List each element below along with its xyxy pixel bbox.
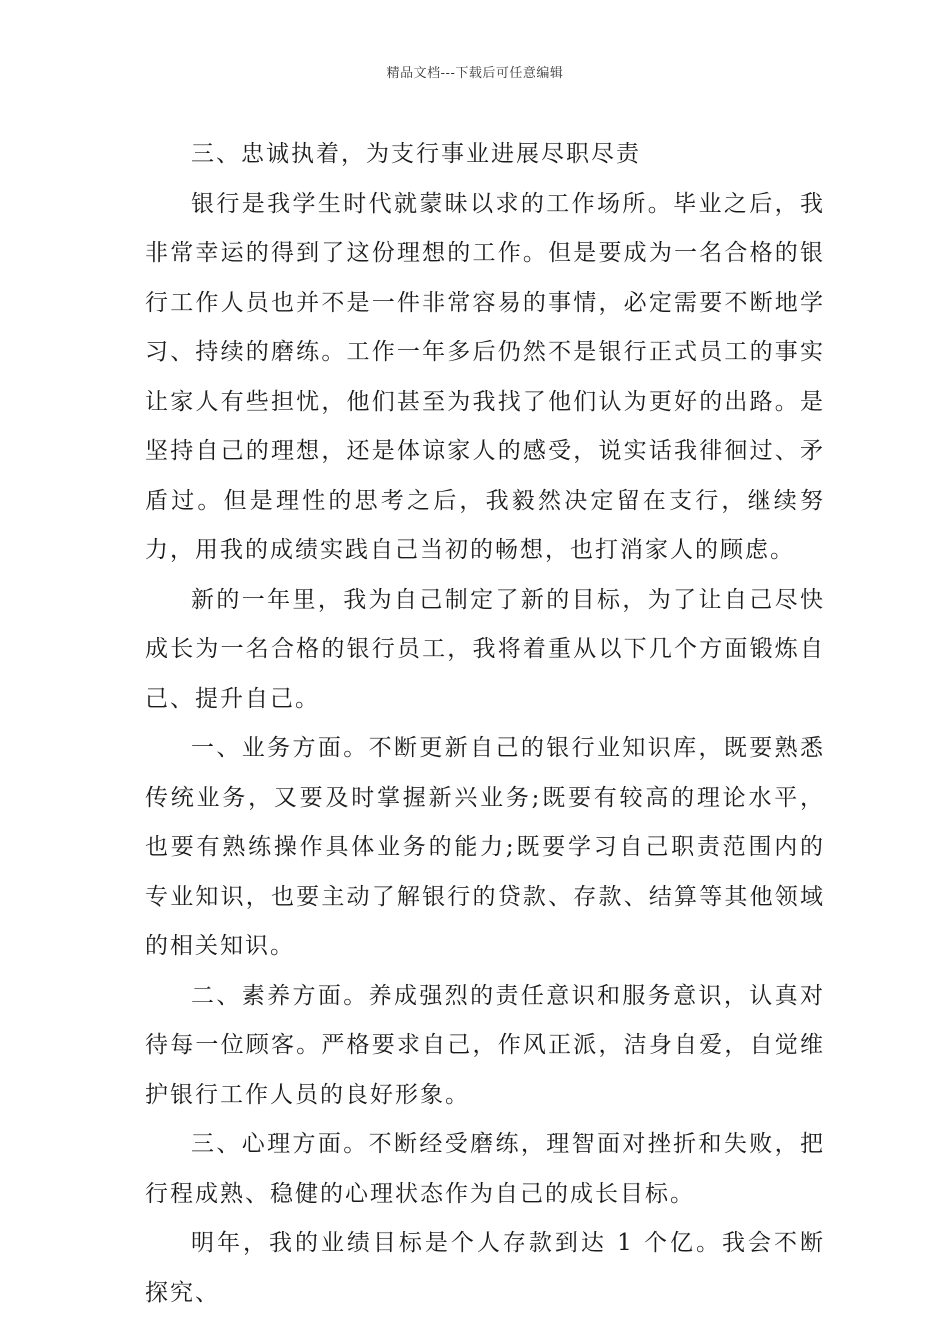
document-body — [145, 130, 825, 1318]
section-heading: 三、忠诚执着，为支行事业进展尽职尽责 — [191, 141, 641, 167]
paragraph: 银行是我学生时代就蒙昧以求的工作场所。毕业之后，我非常幸运的得到了这份理想的工作。但是要成为一名合格的银行工作人员也并不是一件非常容易的事情，必定需要不断地学习、持续的磨练。工作一年多后仍然不是银行正式员工的事实让家人有些担忧，他们甚至为我找了他们认为更好的出路。是坚持自己的理想，还是体谅家人的感受，说实话我徘徊过、矛盾过。但是理性的思考之后，我毅然决定留在支行，继续努力，用我的成绩实践自己当初的畅想，也打消家人的顾虑。 — [145, 190, 825, 563]
paragraph: 二、素养方面。养成强烈的责任意识和服务意识，认真对待每一位顾客。严格要求自己，作风正派，洁身自爱，自觉维护银行工作人员的良好形象。 — [145, 982, 825, 1108]
paragraph: 一、业务方面。不断更新自己的银行业知识库，既要熟悉传统业务，又要及时掌握新兴业务;既要有较高的理论水平，也要有熟练操作具体业务的能力;既要学习自己职责范围内的专业知识，也要主动了解银行的贷款、存款、结算等其他领域的相关知识。 — [145, 735, 825, 959]
paragraph: 三、心理方面。不断经受磨练，理智面对挫折和失败，把行程成熟、稳健的心理状态作为自己的成长目标。 — [145, 1131, 825, 1207]
paragraph: 新的一年里，我为自己制定了新的目标，为了让自己尽快成长为一名合格的银行员工，我将着重从以下几个方面锻炼自己、提升自己。 — [145, 586, 825, 712]
paragraph: 明年，我的业绩目标是个人存款到达 1 个亿。我会不断探究、 — [145, 1230, 825, 1306]
page-header: 精品文档---下载后可任意编辑 — [386, 66, 564, 81]
